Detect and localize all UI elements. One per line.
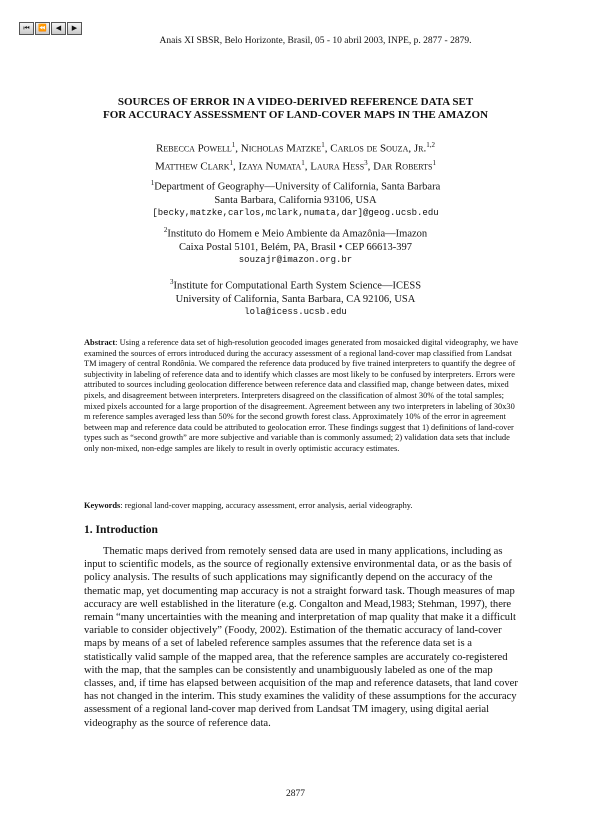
author-affiliation-mark: 1 bbox=[231, 141, 236, 149]
previous-section-button[interactable]: ⏪ bbox=[35, 22, 50, 35]
abstract bbox=[84, 338, 522, 455]
affiliation-line: Department of Geography—University of California, Santa Barbara bbox=[154, 181, 441, 193]
affiliation-line: Instituto do Homem e Meio Ambiente da Amazônia—Imazon bbox=[167, 228, 428, 240]
keywords bbox=[84, 501, 522, 512]
affiliation-email: lola@icess.ucsb.edu bbox=[244, 306, 347, 317]
affiliation-line: University of California, Santa Barbara, CA 92106, USA bbox=[175, 293, 416, 305]
author-affiliation-mark: 1,2 bbox=[426, 141, 435, 149]
author-name: Nicholas Matzke bbox=[240, 142, 322, 155]
page-number: 2877 bbox=[286, 789, 305, 799]
keywords-label: Keywords bbox=[84, 501, 121, 510]
author-affiliation-mark: 1 bbox=[301, 158, 305, 167]
affiliation-mark: 2 bbox=[163, 226, 168, 234]
next-page-button[interactable]: ▶ bbox=[67, 22, 82, 35]
author-affiliation-mark: 1 bbox=[432, 158, 436, 167]
introduction-paragraph: Thematic maps derived from remotely sensed data are used in many applications, including as input to scientific models, as the source of regionally extensive environmental data, or as the basis of policy analysis. The results of such applications may significantly depend on the accuracy of the thematic map, yet documenting map accuracy is not a straight forward task. Though measures of map accuracy are well established in the literature (e.g. Congalton and Mead,1983; Stehman, 1997), there remain “many uncertainties with the meaning and interpretation of map quality that make it a difficult variable to consider objectively” (Foody, 2002). Estimation of the thematic accuracy of land-cover maps by means of a set of labeled reference samples assumes that the reference data set is a statistically valid sample of the mapped area, that the reference samples are accurately co-registered with the map, that the samples can be consistently and unambiguously labeled as one of the map classes, and, if time has elapsed between acquisition of the map and reference datasets, that land cover has not changed in the interim. This study examines the validity of these assumptions for the accuracy assessment of a regional land-cover map derived from Landsat TM imagery, using digital aerial videography as the source of reference data. bbox=[84, 546, 518, 729]
affiliation-email: souzajr@imazon.org.br bbox=[238, 254, 353, 265]
author-affiliation-mark: 1 bbox=[321, 141, 325, 149]
abstract-label: Abstract bbox=[84, 338, 116, 347]
previous-page-button[interactable]: ◀ bbox=[51, 22, 66, 35]
affiliation-line: Santa Barbara, California 93106, USA bbox=[214, 194, 377, 206]
author-name: Carlos de Souza, Jr. bbox=[330, 142, 427, 155]
author-affiliation-mark: 3 bbox=[364, 158, 368, 167]
author-name: Rebecca Powell bbox=[156, 142, 232, 155]
pdf-navigation-bar bbox=[19, 22, 82, 35]
title-line-1: SOURCES OF ERROR IN A VIDEO-DERIVED REFERENCE DATA SET bbox=[117, 96, 474, 108]
author-affiliation-mark: 1 bbox=[229, 158, 234, 167]
paper-title bbox=[0, 96, 591, 122]
keywords-text: : regional land-cover mapping, accuracy assessment, error analysis, aerial videography. bbox=[120, 501, 413, 510]
section-heading: 1. Introduction bbox=[84, 524, 158, 536]
abstract-text: : Using a reference data set of high-resolution geocoded images generated from mosaicked digital videography, we have examined the sources of errors introduced during the accuracy assessment of a regional land-cover map classified from Landsat TM imagery of central Rondônia. We compared the reference data produced by five trained interpreters to quantify the degree of subjectivity in labeling of reference data and to identify which classes are most likely to be confused by interpreters. Errors were attributed to sources including geolocation difference between reference data and classified map, change between dates, mixed pixels, and disagreement between interpreters. Interpreters disagreed on the classification of almost 30% of the total samples; mixed pixels accounted for a large proportion of the disagreement. Agreement between any two interpreters in labeling of 30x30 m reference samples averaged less than 50% for the second growth forest class. Approximately 10% of the error in agreement between map and reference data could be attributed to geolocation error. These findings suggest that 1) definitions of land-cover types such as “second growth” are more subjective and variable than is commonly assumed; 2) validation data sets that include only non-mixed, non-edge samples are likely to result in overly optimistic accuracy estimates. bbox=[84, 338, 519, 453]
affiliation-1 bbox=[0, 177, 591, 220]
author-line-1: Rebecca Powell$^1$, Nicholas Matzke$^1$, Carlos de Souza, Jr.$^{1,2}$ bbox=[156, 141, 435, 155]
affiliation-mark: 1 bbox=[150, 179, 155, 187]
author-name: Dar Roberts bbox=[373, 160, 433, 173]
affiliation-line: Institute for Computational Earth System Science—ICESS bbox=[173, 280, 422, 292]
author-line-2: Matthew Clark$^1$, Izaya Numata$^1$, Laura Hess$^3$, Dar Roberts$^1$ bbox=[154, 158, 436, 173]
author-name: Matthew Clark bbox=[154, 160, 230, 173]
affiliation-mark: 3 bbox=[169, 278, 174, 286]
affiliation-2 bbox=[0, 224, 591, 267]
running-header: Anais XI SBSR, Belo Horizonte, Brasil, 05 - 10 abril 2003, INPE, p. 2877 - 2879. bbox=[159, 36, 472, 46]
title-line-2: FOR ACCURACY ASSESSMENT OF LAND-COVER MAPS IN THE AMAZON bbox=[102, 109, 489, 121]
affiliation-email: [becky,matzke,carlos,mclark,numata,dar]@geog.ucsb.edu bbox=[152, 207, 439, 218]
author-name: Laura Hess bbox=[310, 160, 365, 173]
affiliation-line: Caixa Postal 5101, Belém, PA, Brasil • CEP 66613-397 bbox=[178, 241, 413, 253]
author-name: Izaya Numata bbox=[238, 160, 302, 173]
author-list bbox=[0, 138, 591, 173]
first-page-button[interactable]: ⏮ bbox=[19, 22, 34, 35]
affiliation-3 bbox=[0, 276, 591, 319]
